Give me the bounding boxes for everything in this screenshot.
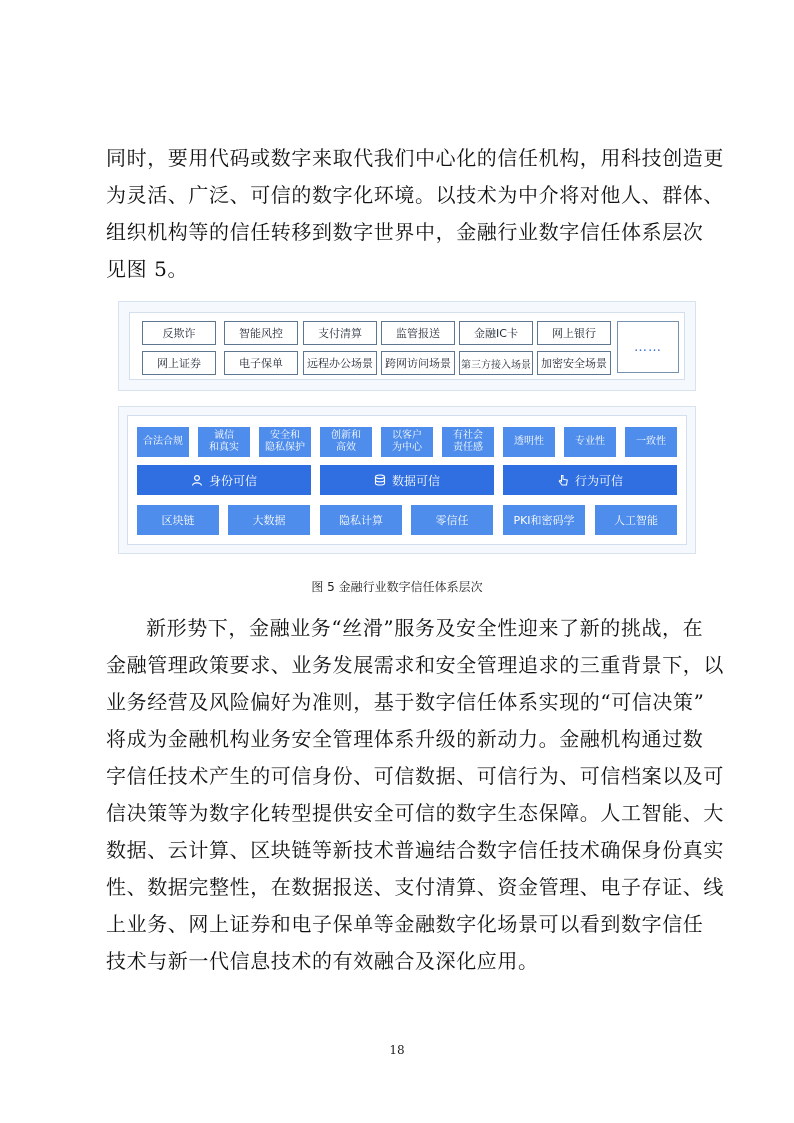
tech-box: 人工智能 [595, 505, 677, 535]
tech-box: 大数据 [228, 505, 310, 535]
intro-line: 见图 5。 [106, 257, 189, 281]
trust-framework-layer [118, 406, 696, 554]
value-box [625, 427, 677, 457]
value-text: 诚信 [214, 430, 234, 441]
pointer-icon [557, 474, 569, 486]
pillar-label: 行为可信 [574, 473, 623, 488]
body-line: 金融管理政策要求、业务发展需求和安全管理追求的三重背景下，以 [106, 653, 724, 677]
value-text: 合法合规 [143, 436, 183, 447]
tech-box: 零信任 [411, 505, 493, 535]
scenario-box [129, 312, 685, 380]
body-line: 性、数据完整性，在数据报送、支付清算、资金管理、电子存证、线 [106, 875, 724, 899]
pillar-label: 数据可信 [391, 473, 440, 488]
scenario-chip: 跨网访问场景 [381, 351, 455, 375]
value-text: 专业性 [575, 436, 605, 447]
value-text: 一致性 [636, 436, 666, 447]
person-icon [191, 474, 203, 486]
body-line: 技术与新一代信息技术的有效融合及深化应用。 [106, 949, 539, 973]
scenario-chip: 电子保单 [224, 351, 298, 375]
figure-caption: 图 5 金融行业数字信任体系层次 [311, 580, 483, 594]
page-number: 18 [389, 1043, 405, 1057]
value-text: 责任感 [453, 442, 483, 453]
value-box [259, 427, 311, 457]
pillar-label: 身份可信 [208, 473, 257, 488]
scenario-chip: 网上银行 [537, 321, 611, 345]
scenario-chip: 远程办公场景 [303, 351, 377, 375]
intro-line: 组织机构等的信任转移到数字世界中，金融行业数字信任体系层次 [106, 220, 704, 244]
scenario-chip: 第三方接入场景 [459, 351, 533, 375]
value-text: 安全和 [270, 430, 300, 441]
value-box [320, 427, 372, 457]
body-line: 将成为金融机构业务安全管理体系升级的新动力。金融机构通过数 [106, 727, 704, 751]
value-text: 和真实 [209, 442, 239, 453]
database-icon [374, 474, 386, 486]
body-line: 字信任技术产生的可信身份、可信数据、可信行为、可信档案以及可 [106, 764, 724, 788]
value-text: 隐私保护 [265, 442, 305, 453]
tech-box: 区块链 [137, 505, 219, 535]
scenario-chip: 金融IC卡 [459, 321, 533, 345]
body-line: 信决策等为数字化转型提供安全可信的数字生态保障。人工智能、大 [106, 801, 724, 825]
value-text: 创新和 [331, 430, 361, 441]
scenario-chip: 网上证券 [142, 351, 216, 375]
body-paragraph [106, 610, 724, 980]
value-text: 以客户 [392, 430, 422, 441]
value-box [564, 427, 616, 457]
scenario-layer [118, 301, 696, 391]
body-line: 数据、云计算、区块链等新技术普遍结合数字信任技术确保身份真实 [106, 838, 724, 862]
value-box [503, 427, 555, 457]
body-line: 新形势下，金融业务“丝滑”服务及安全性迎来了新的挑战，在 [146, 616, 704, 640]
tech-box: 隐私计算 [320, 505, 402, 535]
pillar-identity-trust [137, 465, 311, 495]
tech-box: PKI和密码学 [503, 505, 585, 535]
value-text: 有社会 [453, 430, 483, 441]
value-text: 高效 [336, 442, 356, 453]
scenario-chip: 加密安全场景 [537, 351, 611, 375]
trust-framework-box [127, 415, 687, 545]
value-box [381, 427, 433, 457]
body-line: 上业务、网上证券和电子保单等金融数字化场景可以看到数字信任 [106, 912, 704, 936]
value-text: 透明性 [514, 436, 544, 447]
intro-line: 为灵活、广泛、可信的数字化环境。以技术为中介将对他人、群体、 [106, 183, 724, 207]
value-box [137, 427, 189, 457]
scenario-chip: 反欺诈 [142, 321, 216, 345]
body-line: 业务经营及风险偏好为准则，基于数字信任体系实现的“可信决策” [106, 690, 705, 714]
pillar-behavior-trust [503, 465, 677, 495]
more-scenarios: …… [617, 321, 679, 373]
scenario-chip: 支付清算 [303, 321, 377, 345]
value-text: 为中心 [392, 442, 422, 453]
intro-line: 同时，要用代码或数字来取代我们中心化的信任机构，用科技创造更 [106, 146, 724, 170]
value-box [442, 427, 494, 457]
value-box [198, 427, 250, 457]
intro-paragraph [106, 140, 724, 288]
scenario-chip: 监管报送 [381, 321, 455, 345]
scenario-chip: 智能风控 [224, 321, 298, 345]
pillar-data-trust [320, 465, 494, 495]
